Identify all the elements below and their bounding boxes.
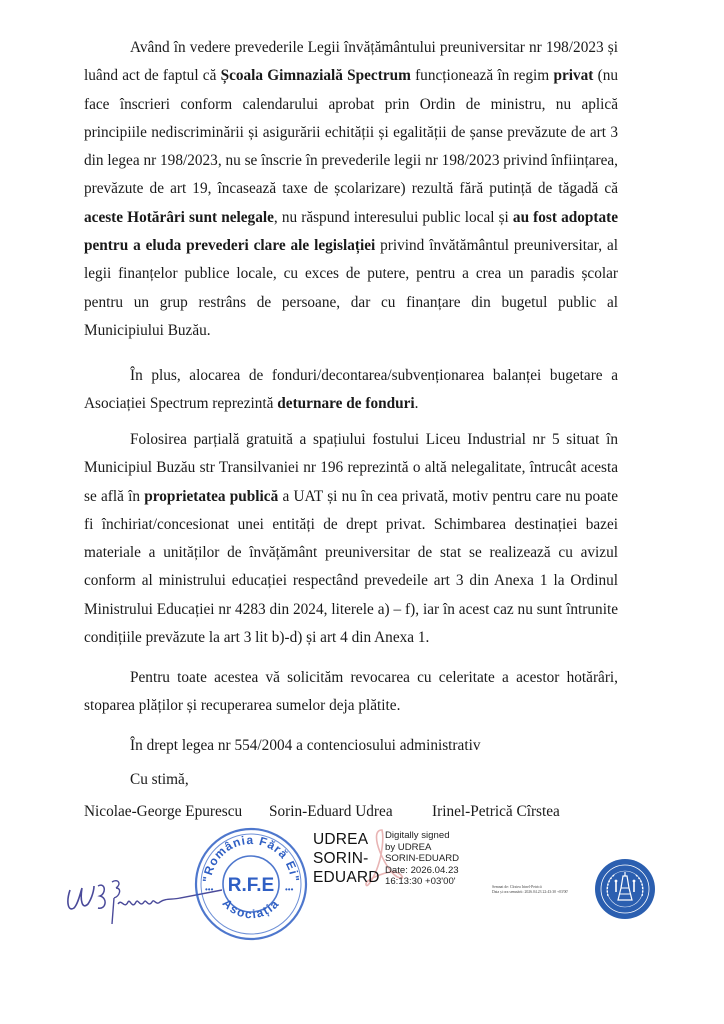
digital-signature-detail-line: SORIN-EDUARD <box>385 853 460 864</box>
paragraph-spatiu-liceu <box>84 426 618 652</box>
electronic-signature-line: Data și ora semnării: 2026.04.23 22:43:30 +03'00' <box>492 890 569 894</box>
paragraph-text: , nu răspund interesului public local și <box>273 208 513 226</box>
digital-signature-detail-line: 16:13:30 +03'00' <box>385 876 456 887</box>
paragraph-text: (nu face înscrieri conform calendarului aprobat prin Ordin de ministru, nu aplică principiile nediscriminării și asigurării echității și egalității de șanse prevăzute de art 3 din legea nr 198/2023, nu se înscrie în prevederile legii nr 198/2023 privind înființarea, prevăzute de art 19, încasează taxe de școlarizare) rezultă fără putință de tăgadă că <box>84 67 618 198</box>
closing: Cu stimă, <box>130 771 189 788</box>
digital-signature-name-line: UDREA <box>313 831 369 848</box>
paragraph-text: a UAT și nu în cea privată, motiv pentru care nu poate fi închiriat/concesionat unei entități de drept privat. Schimbarea destinației bazei materiale a unităților de învățământ preuniversitar de stat se realizează cu avizul conform al ministrului educației respectând prevedeile art 3 din Anexa 1 la Ordinul Ministrului Educației nr 4283 din 2024, literele a) – f), iar în acest caz nu sunt întrunite condițiile prevăzute la art 3 lit b)-d) și art 4 din Anexa 1. <box>84 487 618 647</box>
svg-text:•••: ••• <box>285 885 294 894</box>
emphasized-text: au fost adoptate pentru a eluda prevederi clare ale legislației <box>84 208 619 255</box>
emphasized-text: aceste Hotărâri sunt nelegale <box>84 208 274 226</box>
paragraph-text: Folosirea parțială gratuită a spațiului fostului Liceu Industrial nr 5 situat în Municipiul Buzău str Transilvaniei nr 196 reprezintă o altă nelegalitate, întrucât acesta se află în <box>84 431 618 505</box>
digital-signature-name-line: SORIN- <box>313 850 369 867</box>
paragraph-text: În plus, alocarea de fonduri/decontarea/subvenționarea balanței bugetare a Asociației Spectrum reprezintă <box>84 367 618 413</box>
svg-text:•••: ••• <box>205 885 214 894</box>
stamp-top-text: "România Fără Ei" <box>199 832 303 883</box>
digital-signature-name-line: EDUARD <box>313 869 380 886</box>
paragraph-text: Pentru toate acestea vă solicităm revocarea cu celeritate a acestor hotărâri, stoparea plăților și recuperarea sumelor deja plătite. <box>84 669 618 715</box>
svg-text:Asociația <box>220 896 283 921</box>
stamp-center-text: R.F.E <box>227 875 275 896</box>
association-stamp-icon <box>191 824 311 944</box>
institution-seal-icon <box>594 858 656 920</box>
electronic-signature-line: Semnat de: Cîrstea Irinel-Petrică <box>492 885 542 889</box>
paragraph-text: . <box>414 395 419 413</box>
digital-signature-detail-line: Date: 2026.04.23 <box>385 864 459 876</box>
digital-signature-detail-line: Digitally signed <box>385 830 450 841</box>
signer-name-2: Sorin-Eduard Udrea <box>269 803 393 820</box>
emphasized-text: privat <box>553 67 594 85</box>
electronic-signature-caption <box>492 885 568 895</box>
digital-signature-details <box>385 830 459 888</box>
signer-name-3: Irinel-Petrică Cîrstea <box>432 803 560 820</box>
emphasized-text: deturnare de fonduri <box>277 395 415 413</box>
digital-signature-detail-line: by UDREA <box>385 841 432 853</box>
paragraph-solicitare-revocare <box>84 664 618 721</box>
emphasized-text: Școala Gimnazială Spectrum <box>220 67 411 85</box>
paragraph-text: privind învătământul preuniversitar, al legii finanțelor publice locale, cu exces de putere, pentru a crea un paradis școlar pentru un grup restrâns de persoane, dar cu finanțare din bugetul public al Municipiului Buzău. <box>84 237 618 339</box>
paragraph-hotarari-nelegale <box>84 34 618 345</box>
paragraph-text: funcționează în regim <box>410 67 554 85</box>
stamp-bottom-text: Asociația <box>219 896 283 922</box>
digital-signature-name <box>313 830 380 887</box>
signer-name-1: Nicolae-George Epurescu <box>84 803 243 820</box>
paragraph-deturnare-fonduri <box>84 362 618 419</box>
legal-basis: În drept legea nr 554/2004 a contenciosului administrativ <box>130 737 481 754</box>
paragraph-text: Având în vedere prevederile Legii învățământului preuniversitar nr 198/2023 și luând act de faptul că <box>84 39 618 85</box>
emphasized-text: proprietatea publică <box>144 487 279 505</box>
